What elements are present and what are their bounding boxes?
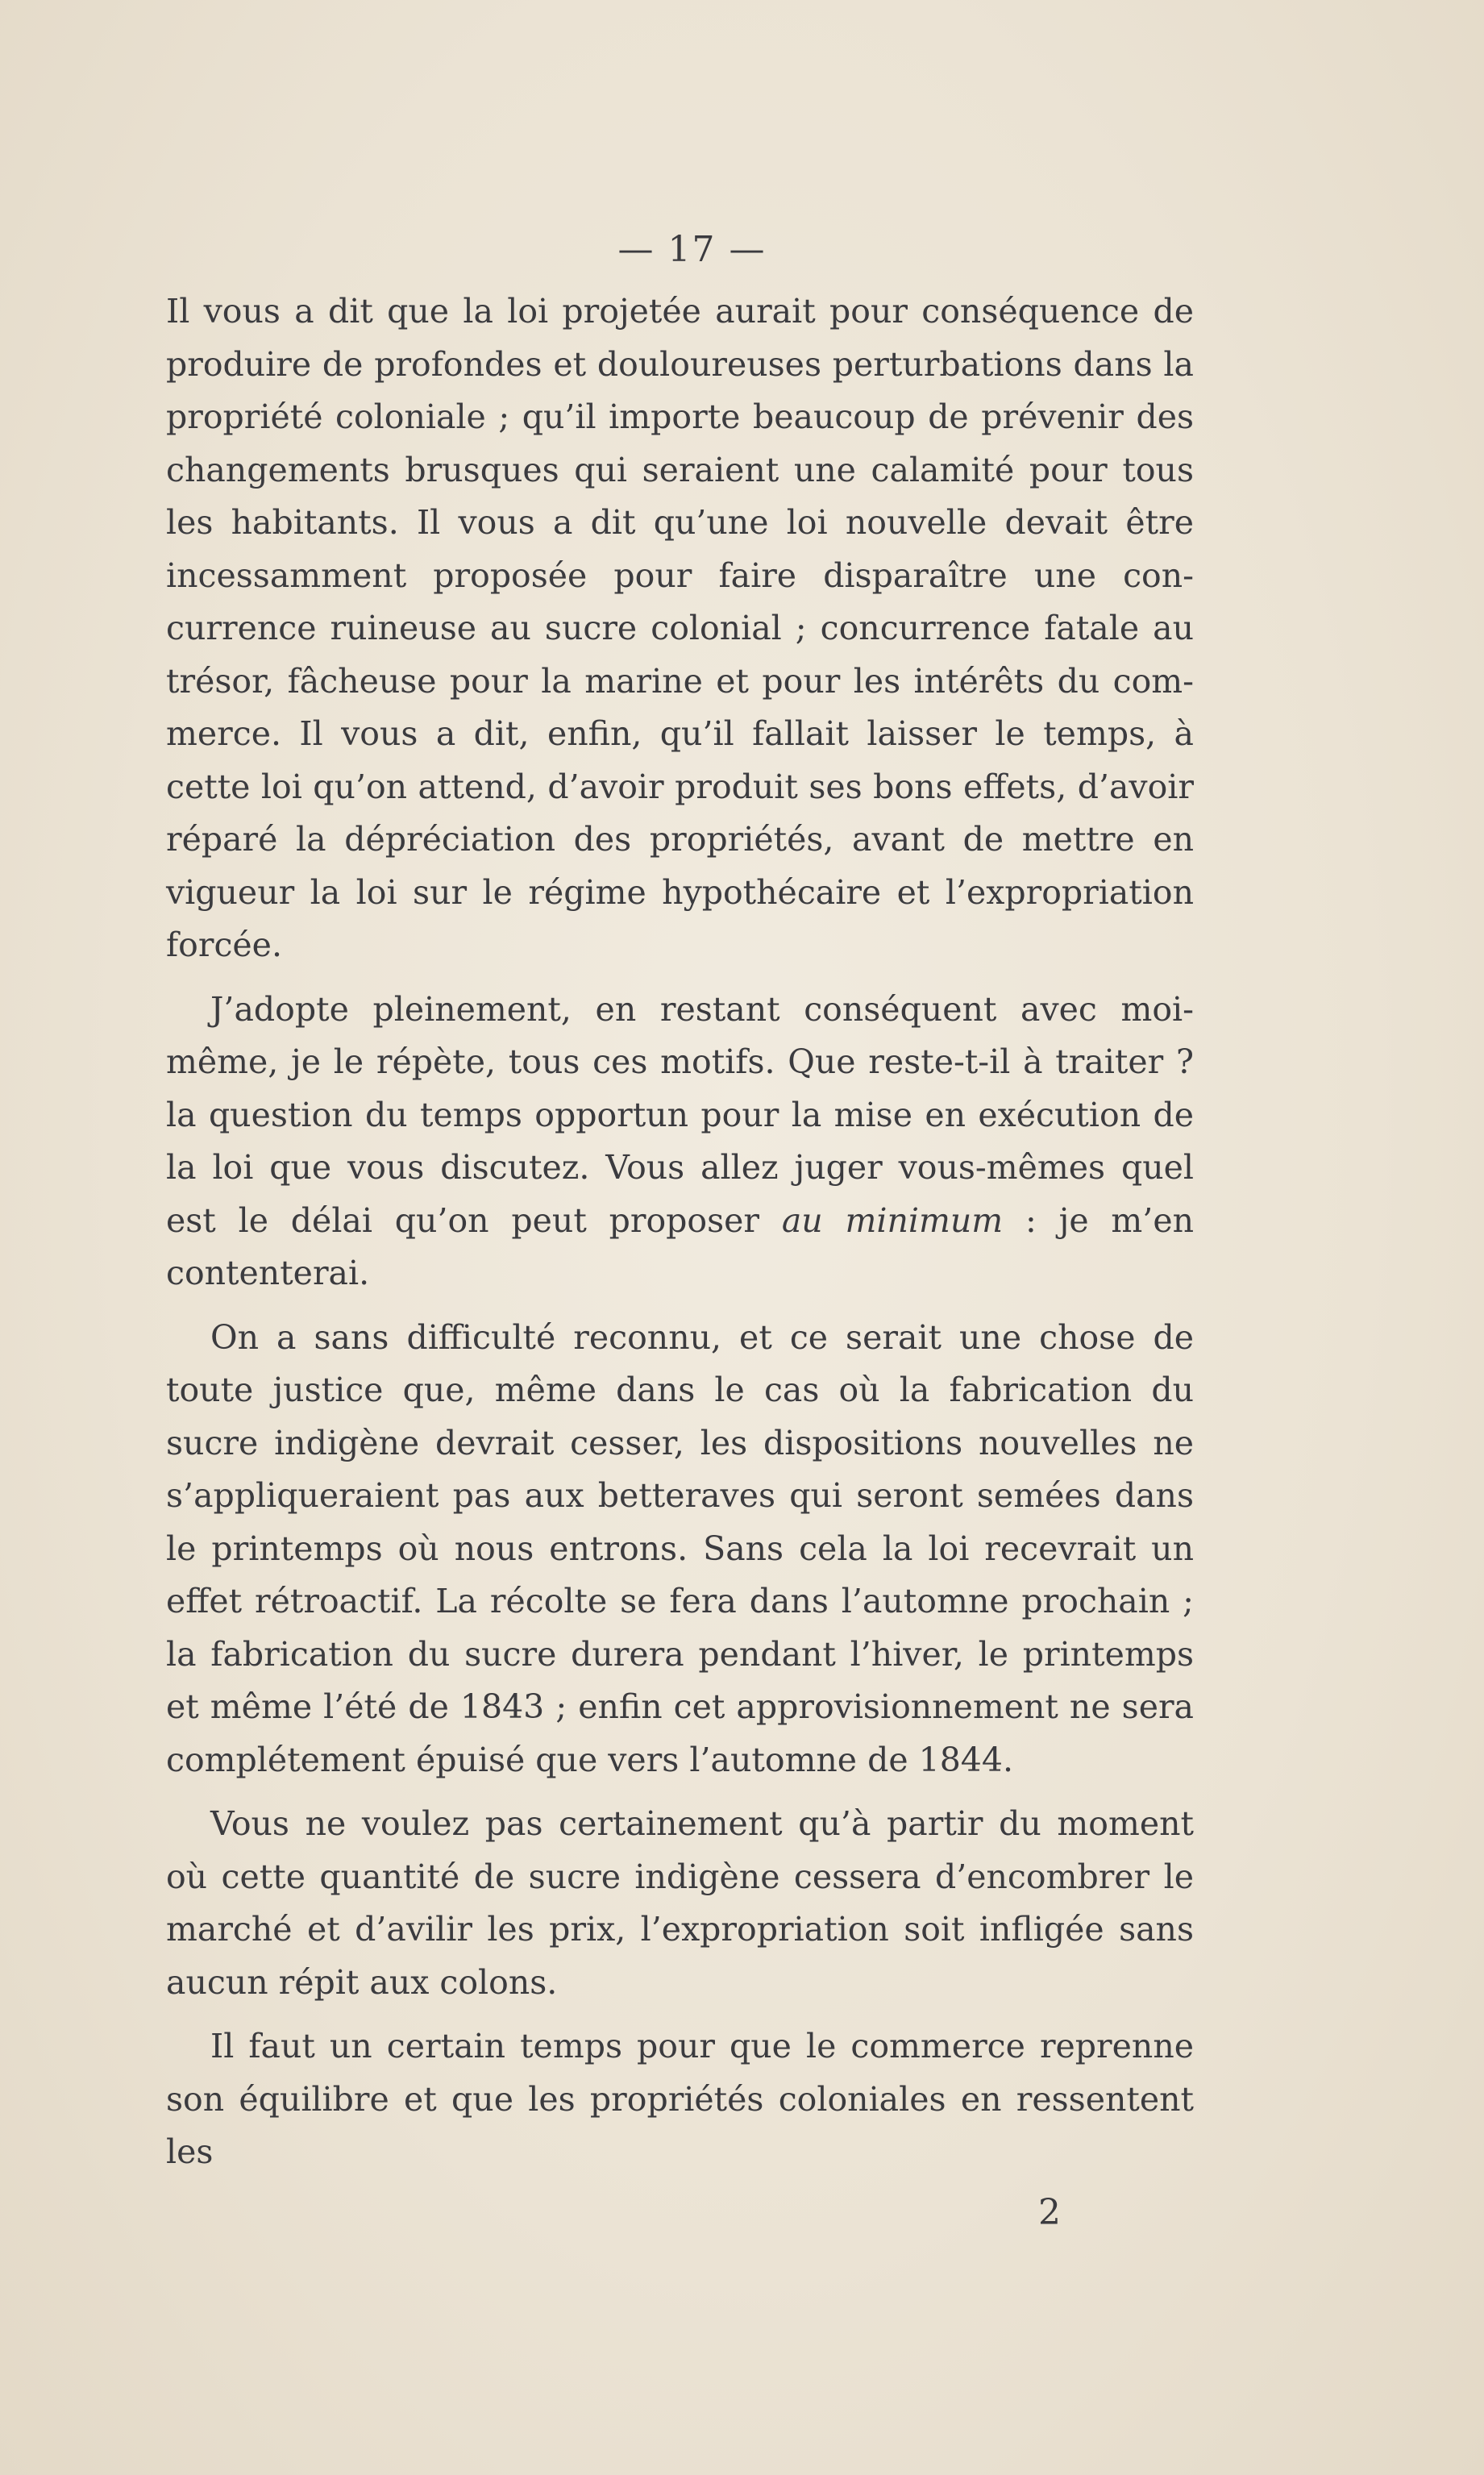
- paragraph-2: [166, 984, 1194, 1300]
- paragraph-4: Vous ne voulez pas certainement qu’à partir du moment où cette quantité de sucre indigène cessera d’encombrer le marché et d’avilir les prix, l’expropriation soit infligée sans aucun répit aux colons.: [166, 1804, 1194, 2002]
- paragraph-5: Il faut un certain temps pour que le commerce reprenne son équilibre et que les propriétés coloniales en ressentent les: [166, 2027, 1194, 2171]
- paragraph-2-emphasis: au minimum: [781, 1200, 1004, 1240]
- page-number: — 17 —: [617, 229, 767, 270]
- paragraph-3: On a sans difficulté reconnu, et ce serait une chose de toute justice que, même dans le cas où la fabrication du sucre indigène devrait cesser, les dispositions nouvelles ne s’appliqueraient pas aux betteraves qui seront semées dans le printemps où nous entrons. Sans cela la loi recevrait un effet rétroactif. La récolte se fera dans l’automne prochain ; la fabrication du sucre durera pendant l’hiver, le printemps et même l’été de 1843 ; enfin cet approvisionnement ne sera complétement épuisé que vers l’automne de 1844.: [166, 1317, 1194, 1779]
- paragraph-2-text-before: J’adopte pleinement, en restant conséquent avec moi-même, je le répète, tous ces motifs. Que reste-t-il à traiter ? la question du temps opportun pour la mise en exécution de la loi que vous discutez. Vous allez juger vous-mêmes quel est le délai qu’on peut proposer: [166, 989, 1194, 1240]
- signature-mark: 2: [1038, 2191, 1061, 2233]
- paragraph-1: Il vous a dit que la loi projetée aurait pour conséquence de produire de profondes et douloureuses perturbations dans la propriété coloniale ; qu’il importe beaucoup de prévenir des changements brusques qui seraient une calamité pour tous les habitants. Il vous a dit qu’une loi nouvelle devait être incessamment proposée pour faire disparaître une concurrence ruineuse au sucre colonial ; concurrence fatale au trésor, fâcheuse pour la marine et pour les intérêts du commerce. Il vous a dit, enfin, qu’il fallait laisser le temps, à cette loi qu’on attend, d’avoir produit ses bons effets, d’avoir réparé la dépréciation des propriétés, avant de mettre en vigueur la loi sur le régime hypothécaire et l’expropriation forcée.: [166, 292, 1194, 964]
- paragraph-2-text-after: : je m’en contenterai.: [166, 1200, 1195, 1292]
- text-block: [166, 226, 1194, 2236]
